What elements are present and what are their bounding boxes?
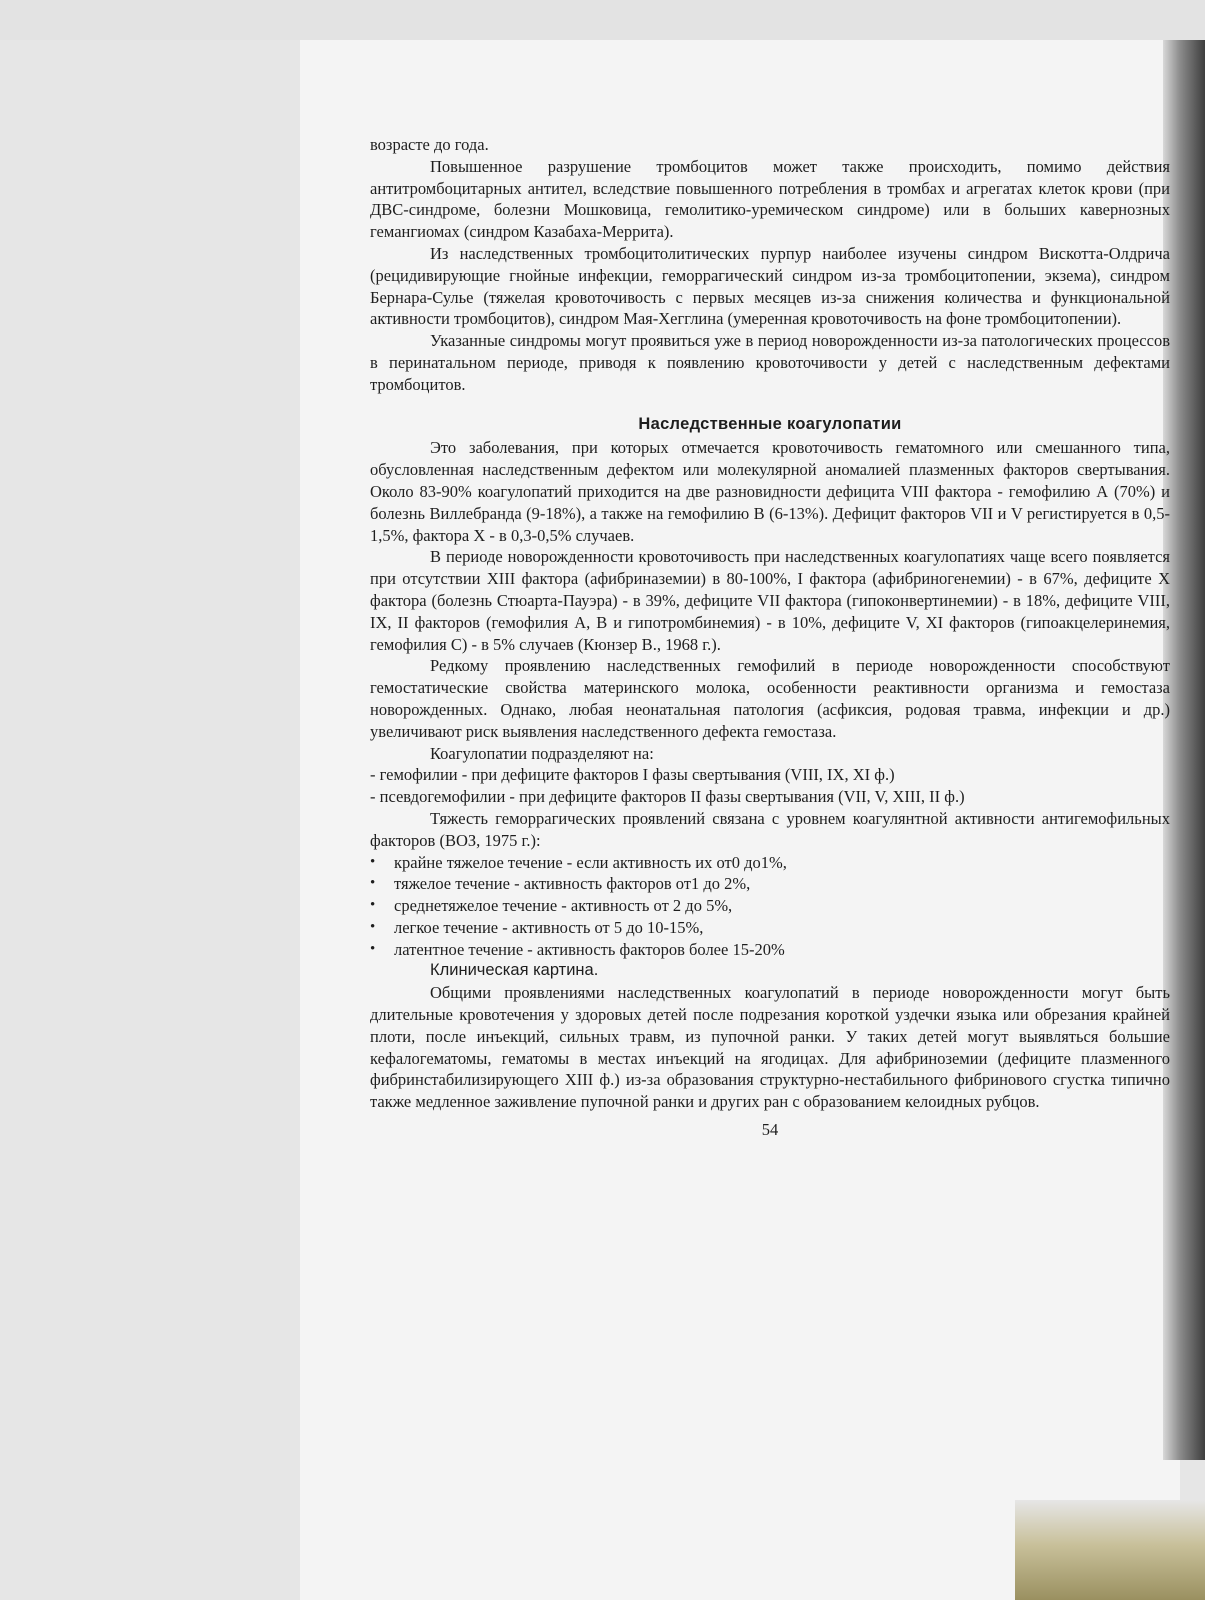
paragraph-rare-manifestation: Редкому проявлению наследственных гемофилий в периоде новорожденности способствуют гемостатические свойства материнского молока, особенности реактивности организма и гемостаза новорожденных. Однако, любая неонатальная патология (асфиксия, родовая травма, инфекции и др.) увеличивают риск выявления наследственного дефекта гемостаза. (370, 656, 1170, 741)
paragraph-neonatal-frequency: В периоде новорожденности кровоточивость при наследственных коагулопатиях чаще всего появляется при отсутствии XIII фактора (афибриназемии) в 80-100%, I фактора (афибриногенемии) - в 67%, дефиците X фактора (болезнь Стюарта-Пауэра) - в 39%, дефиците VII фактора (гипоконвертинемии) - в 18%, дефиците VIII, IX, II факторов (гемофилия А, В и гипотромбинемия) - в 10%, дефиците V, XI факторов (гипоакцелеринемия, гемофилия С) - в 5% случаев (Кюнзер В., 1968 г.). (370, 547, 1170, 654)
page-number: 54 (761, 1120, 779, 1140)
paragraph-hereditary-purpura: Из наследственных тромбоцитолитических пурпур наиболее изучены синдром Вискотта-Олдрича (рецидивирующие гнойные инфекции, геморрагический синдром из-за тромбоцитопении, экзема), синдром Бернара-Сулье (тяжелая кровоточивость с первых месяцев из-за снижения количества и функциональной активности тромбоцитов), синдром Мая-Хегглина (умеренная кровоточивость на фоне тромбоцитопении). (370, 243, 1170, 329)
page-content (370, 134, 1170, 1141)
list-item: • тяжелое течение - активность факторов от1 до 2%, (394, 873, 1170, 895)
dash-item-pseudohemophilia: - псевдогемофилии - при дефиците факторов II фазы свертывания (VII, V, XIII, II ф.) (370, 787, 965, 807)
paragraph-severity-intro: Тяжесть геморрагических проявлений связана с уровнем коагулянтной активности антигемофильных факторов (ВОЗ, 1975 г.): (370, 808, 1170, 850)
list-item: • латентное течение - активность факторов более 15-20% (394, 939, 1170, 961)
list-item: • среднетяжелое течение - активность от 2 до 5%, (394, 895, 1170, 917)
paragraph-platelet-destruction: Повышенное разрушение тромбоцитов может также происходить, помимо действия антитромбоцитарных антител, вследствие повышенного потребления в тромбах и агрегатах клеток крови (при ДВС-синдроме, болезни Мошковица, гемолитико-уремическом синдроме) или в больших кавернозных гемангиомах (синдром Казабаха-Меррита). (370, 156, 1170, 242)
subheading-clinical-picture: Клиническая картина. (430, 961, 599, 980)
list-item: • крайне тяжелое течение - если активность их от0 до1%, (394, 852, 1170, 874)
section-heading: Наследственные коагулопатии (638, 414, 902, 433)
severity-list (370, 852, 1170, 961)
paragraph-classification-intro: Коагулопатии подразделяют на: (430, 743, 654, 763)
paragraph-definition: Это заболевания, при которых отмечается кровоточивость гематомного или смешанного типа, обусловленная наследственным дефектом или молекулярной аномалией плазменных факторов свертывания. Около 83-90% коагулопатий приходится на две разновидности дефицита VIII фактора - гемофилию А (70%) и болезнь Виллебранда (9-18%), а также на гемофилию В (6-13%). Дефицит факторов VII и V регистируется в 0,5-1,5%, фактора X - в 0,3-0,5% случаев. (370, 438, 1170, 545)
paragraph-clinical-manifestations: Общими проявлениями наследственных коагулопатий в периоде новорожденности могут быть длительные кровотечения у здоровых детей после подрезания короткой уздечки языка или обрезания крайней плоти, после инъекций, сильных травм, из пупочной ранки. У таких детей могут выявляться большие кефалогематомы, гематомы в местах инъекций на ягодицах. Для афибриноземии (дефиците плазменного фибринстабилизирующего XIII ф.) из-за образования структурно-нестабильного фибринового сгустка типично также медленное заживление пупочной ранки и других ран с образованием келоидных рубцов. (370, 983, 1170, 1112)
list-item: • легкое течение - активность от 5 до 10-15%, (394, 917, 1170, 939)
scan-bottom-corner (1015, 1500, 1205, 1600)
dash-item-hemophilia: - гемофилии - при дефиците факторов I фазы свертывания (VIII, IX, XI ф.) (370, 765, 895, 785)
scan-top-margin (0, 0, 1205, 40)
paragraph-syndromes-neonatal: Указанные синдромы могут проявиться уже в период новорожденности из-за патологических процессов в перинатальном периоде, приводя к появлению кровоточивости у детей с наследственным дефектами тромбоцитов. (370, 331, 1170, 394)
paragraph-continuation: возрасте до года. (370, 135, 489, 154)
